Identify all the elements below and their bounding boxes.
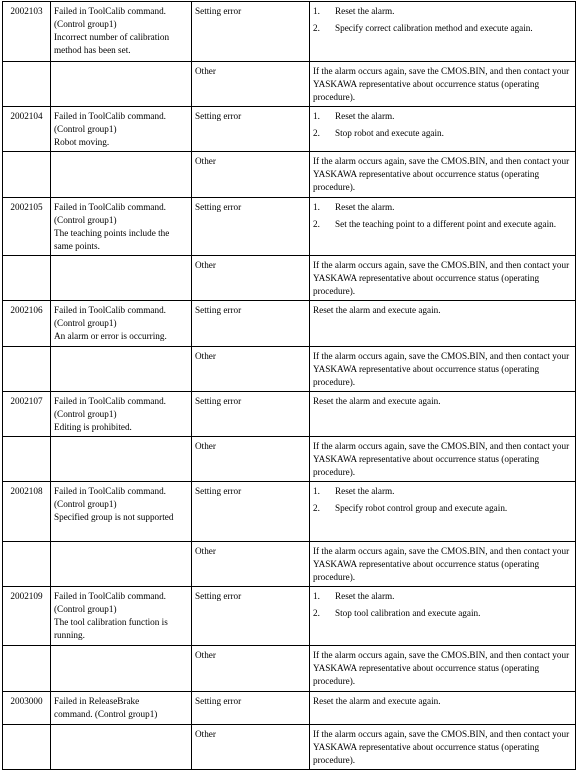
remedy-step — [313, 485, 572, 498]
remedy-step — [313, 22, 572, 35]
alarm-remedy — [310, 2, 576, 62]
step-number: 1. — [313, 111, 320, 121]
alarm-cause: Setting error — [192, 692, 310, 725]
other-cause: Other — [192, 62, 310, 107]
other-remedy: If the alarm occurs again, save the CMOS.BIN, and then contact your YASKAWA representative about occurrence status (operating procedure). — [310, 62, 576, 107]
remedy-step — [313, 502, 572, 515]
other-remedy: If the alarm occurs again, save the CMOS.BIN, and then contact your YASKAWA representative about occurrence status (operating procedure). — [310, 437, 576, 482]
alarm-row-other — [3, 62, 576, 107]
alarm-row — [3, 301, 576, 347]
alarm-description — [51, 692, 192, 725]
alarm-remedy — [310, 107, 576, 152]
empty-description-cell — [51, 152, 192, 198]
alarm-table — [2, 1, 576, 770]
other-remedy: If the alarm occurs again, save the CMOS.BIN, and then contact your YASKAWA representative about occurrence status (operating procedure). — [310, 152, 576, 198]
remedy-step — [313, 5, 572, 18]
alarm-remedy — [310, 392, 576, 437]
alarm-remedy — [310, 692, 576, 725]
empty-description-cell — [51, 62, 192, 107]
alarm-code: 2002106 — [3, 301, 51, 347]
alarm-row-other — [3, 347, 576, 392]
description-line: (Control group1) — [54, 215, 117, 225]
alarm-row — [3, 692, 576, 725]
description-line: (Control group1) — [54, 124, 117, 134]
other-remedy: If the alarm occurs again, save the CMOS.BIN, and then contact your YASKAWA representative about occurrence status (operating procedure). — [310, 542, 576, 587]
alarm-row-other — [3, 437, 576, 482]
alarm-row — [3, 2, 576, 62]
alarm-code: 2002105 — [3, 198, 51, 256]
remedy-steps — [313, 110, 572, 140]
description-line: (Control group1) — [54, 318, 117, 328]
description-line: Failed in ToolCalib command. — [54, 396, 166, 406]
other-remedy: If the alarm occurs again, save the CMOS.BIN, and then contact your YASKAWA representative about occurrence status (operating procedure). — [310, 646, 576, 692]
alarm-row-other — [3, 256, 576, 301]
step-number: 1. — [313, 591, 320, 601]
other-cause: Other — [192, 646, 310, 692]
alarm-row — [3, 482, 576, 542]
alarm-code: 2003000 — [3, 692, 51, 725]
alarm-cause: Setting error — [192, 301, 310, 347]
alarm-description — [51, 107, 192, 152]
alarm-row-other — [3, 646, 576, 692]
alarm-row — [3, 392, 576, 437]
other-cause: Other — [192, 725, 310, 770]
other-cause: Other — [192, 256, 310, 301]
alarm-remedy — [310, 301, 576, 347]
other-remedy: If the alarm occurs again, save the CMOS.BIN, and then contact your YASKAWA representative about occurrence status (operating procedure). — [310, 347, 576, 392]
alarm-row-other — [3, 542, 576, 587]
step-number: 2. — [313, 128, 320, 138]
remedy-steps — [313, 485, 572, 515]
description-line: Failed in ToolCalib command. — [54, 486, 166, 496]
step-text: Stop tool calibration and execute again. — [335, 608, 481, 618]
other-remedy: If the alarm occurs again, save the CMOS.BIN, and then contact your YASKAWA representative about occurrence status (operating procedure). — [310, 256, 576, 301]
description-line: method has been set. — [54, 45, 131, 55]
remedy-step — [313, 201, 572, 214]
step-number: 1. — [313, 6, 320, 16]
step-text: Reset the alarm. — [335, 591, 395, 601]
alarm-description — [51, 2, 192, 62]
remedy-steps — [313, 201, 572, 231]
remedy-steps — [313, 5, 572, 35]
step-text: Reset the alarm. — [335, 202, 395, 212]
remedy-step — [313, 127, 572, 140]
other-cause: Other — [192, 437, 310, 482]
remedy-steps — [313, 590, 572, 620]
description-line: (Control group1) — [54, 604, 117, 614]
step-number: 2. — [313, 23, 320, 33]
remedy-step — [313, 607, 572, 620]
alarm-cause: Setting error — [192, 107, 310, 152]
empty-code-cell — [3, 725, 51, 770]
step-text: Stop robot and execute again. — [335, 128, 444, 138]
description-line: Failed in ToolCalib command. — [54, 591, 166, 601]
description-line: The teaching points include the — [54, 228, 170, 238]
description-line: Specified group is not supported — [54, 512, 174, 522]
other-cause: Other — [192, 542, 310, 587]
remedy-text: Reset the alarm and execute again. — [313, 696, 441, 706]
alarm-row-other — [3, 725, 576, 770]
alarm-cause: Setting error — [192, 2, 310, 62]
empty-code-cell — [3, 437, 51, 482]
step-text: Reset the alarm. — [335, 6, 395, 16]
empty-code-cell — [3, 152, 51, 198]
step-number: 2. — [313, 503, 320, 513]
step-text: Reset the alarm. — [335, 486, 395, 496]
description-line: Failed in ToolCalib command. — [54, 111, 166, 121]
alarm-code: 2002107 — [3, 392, 51, 437]
alarm-table-body — [3, 2, 576, 770]
alarm-row — [3, 587, 576, 646]
description-line: (Control group1) — [54, 409, 117, 419]
alarm-remedy — [310, 198, 576, 256]
empty-description-cell — [51, 256, 192, 301]
description-line: Incorrect number of calibration — [54, 32, 170, 42]
alarm-description — [51, 198, 192, 256]
alarm-remedy — [310, 587, 576, 646]
description-line: Failed in ToolCalib command. — [54, 6, 166, 16]
alarm-row-other — [3, 152, 576, 198]
description-line: (Control group1) — [54, 19, 117, 29]
description-line: Robot moving. — [54, 137, 110, 147]
step-number: 2. — [313, 219, 320, 229]
description-line: An alarm or error is occurring. — [54, 331, 167, 341]
empty-description-cell — [51, 725, 192, 770]
empty-description-cell — [51, 646, 192, 692]
alarm-description — [51, 392, 192, 437]
alarm-remedy — [310, 482, 576, 542]
alarm-cause: Setting error — [192, 587, 310, 646]
remedy-step — [313, 218, 572, 231]
empty-code-cell — [3, 256, 51, 301]
description-line: (Control group1) — [54, 499, 117, 509]
alarm-description — [51, 587, 192, 646]
description-line: command. (Control group1) — [54, 709, 158, 719]
remedy-step — [313, 110, 572, 123]
empty-code-cell — [3, 542, 51, 587]
description-line: Failed in ReleaseBrake — [54, 696, 140, 706]
alarm-row — [3, 198, 576, 256]
alarm-code: 2002108 — [3, 482, 51, 542]
step-text: Specify correct calibration method and execute again. — [335, 23, 533, 33]
description-line: Editing is prohibited. — [54, 422, 132, 432]
empty-description-cell — [51, 437, 192, 482]
empty-description-cell — [51, 347, 192, 392]
step-text: Set the teaching point to a different point and execute again. — [335, 219, 557, 229]
alarm-code: 2002103 — [3, 2, 51, 62]
empty-code-cell — [3, 62, 51, 107]
alarm-cause: Setting error — [192, 198, 310, 256]
other-cause: Other — [192, 347, 310, 392]
alarm-cause: Setting error — [192, 482, 310, 542]
description-line: same points. — [54, 241, 100, 251]
alarm-code: 2002109 — [3, 587, 51, 646]
remedy-text: Reset the alarm and execute again. — [313, 305, 441, 315]
empty-code-cell — [3, 646, 51, 692]
alarm-row — [3, 107, 576, 152]
alarm-cause: Setting error — [192, 392, 310, 437]
other-remedy: If the alarm occurs again, save the CMOS.BIN, and then contact your YASKAWA representative about occurrence status (operating procedure). — [310, 725, 576, 770]
alarm-code: 2002104 — [3, 107, 51, 152]
description-line: Failed in ToolCalib command. — [54, 202, 166, 212]
description-line: running. — [54, 630, 85, 640]
step-number: 1. — [313, 202, 320, 212]
empty-code-cell — [3, 347, 51, 392]
alarm-description — [51, 301, 192, 347]
alarm-description — [51, 482, 192, 542]
step-number: 1. — [313, 486, 320, 496]
remedy-text: Reset the alarm and execute again. — [313, 396, 441, 406]
step-text: Reset the alarm. — [335, 111, 395, 121]
empty-description-cell — [51, 542, 192, 587]
description-line: The tool calibration function is — [54, 617, 168, 627]
step-number: 2. — [313, 608, 320, 618]
other-cause: Other — [192, 152, 310, 198]
remedy-step — [313, 590, 572, 603]
description-line: Failed in ToolCalib command. — [54, 305, 166, 315]
step-text: Specify robot control group and execute again. — [335, 503, 508, 513]
